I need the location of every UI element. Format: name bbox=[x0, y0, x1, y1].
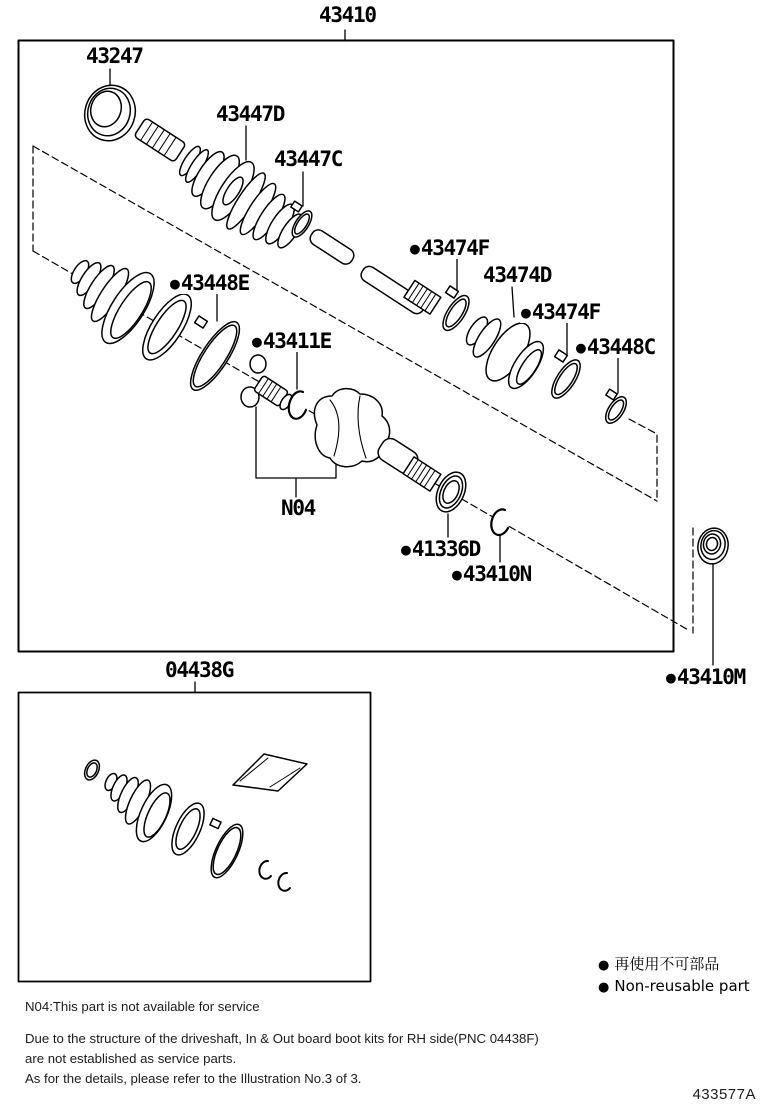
part-label-n04 bbox=[279, 498, 316, 519]
part-number: 43448C bbox=[586, 335, 655, 359]
dashed-guides bbox=[33, 146, 693, 633]
part-number: 43474F bbox=[531, 300, 600, 324]
non-reusable-bullet-icon: ● bbox=[598, 980, 610, 995]
part-label-43447d bbox=[214, 104, 285, 125]
boot-kit-note-line2: are not established as service parts. bbox=[25, 1051, 237, 1066]
part-label-43410 bbox=[317, 5, 377, 26]
part-label-43247 bbox=[84, 46, 144, 67]
part-number: 43447C bbox=[274, 147, 343, 171]
legend bbox=[598, 954, 750, 998]
part-number: N04 bbox=[281, 496, 316, 520]
part-label-43474d bbox=[481, 265, 552, 286]
non-reusable-bullet-icon: ● bbox=[521, 302, 531, 322]
non-reusable-bullet-icon: ● bbox=[666, 667, 676, 687]
legend-text-jp: 再使用不可部品 bbox=[614, 955, 720, 973]
non-reusable-bullet-icon: ● bbox=[401, 539, 411, 559]
part-number: 43447D bbox=[216, 102, 285, 126]
legend-row-jp bbox=[598, 954, 750, 976]
part-label-43474f-2 bbox=[520, 302, 601, 323]
part-label-43474f-1 bbox=[409, 238, 490, 259]
part-number: 43410M bbox=[676, 665, 745, 689]
legend-row-en bbox=[598, 976, 750, 998]
part-number: 43474F bbox=[420, 236, 489, 260]
part-label-43410m bbox=[665, 667, 746, 688]
non-reusable-bullet-icon: ● bbox=[170, 273, 180, 293]
outboard-shaft-assembly bbox=[78, 79, 631, 427]
boot-kit-note-line3: As for the details, please refer to the Illustration No.3 of 3. bbox=[25, 1071, 362, 1086]
service-note: N04:This part is not available for service bbox=[25, 999, 260, 1014]
part-label-43411e bbox=[251, 331, 332, 352]
part-number: 43474D bbox=[483, 263, 552, 287]
boot-kit-note-line1: Due to the structure of the driveshaft, In & Out board boot kits for RH side(PNC 04438F) bbox=[25, 1031, 539, 1046]
part-number: 04438G bbox=[165, 658, 234, 682]
illustration-number: 433577A bbox=[692, 1086, 756, 1103]
non-reusable-bullet-icon: ● bbox=[576, 337, 586, 357]
part-label-41336d bbox=[400, 539, 481, 560]
part-label-43448c bbox=[575, 337, 656, 358]
part-label-43410n bbox=[451, 564, 532, 585]
inboard-joint-assembly bbox=[68, 258, 508, 535]
part-number: 43247 bbox=[86, 44, 143, 68]
part-number: 43410N bbox=[462, 562, 531, 586]
part-number: 43410 bbox=[319, 3, 376, 27]
oil-seal-43410m-drawing bbox=[695, 525, 732, 566]
grease-packet bbox=[233, 754, 307, 791]
part-label-43447c bbox=[272, 149, 343, 170]
part-number: 43448E bbox=[180, 271, 249, 295]
boot-kit-contents bbox=[82, 754, 307, 891]
boot-kit-note bbox=[25, 1029, 539, 1089]
non-reusable-bullet-icon: ● bbox=[410, 238, 420, 258]
legend-text-en: Non-reusable part bbox=[614, 977, 750, 995]
non-reusable-bullet-icon: ● bbox=[252, 331, 262, 351]
part-number: 41336D bbox=[411, 537, 480, 561]
part-label-43448e bbox=[169, 273, 250, 294]
part-label-04438g bbox=[163, 660, 234, 681]
non-reusable-bullet-icon: ● bbox=[452, 564, 462, 584]
part-number: 43411E bbox=[262, 329, 331, 353]
non-reusable-bullet-icon: ● bbox=[598, 958, 610, 973]
